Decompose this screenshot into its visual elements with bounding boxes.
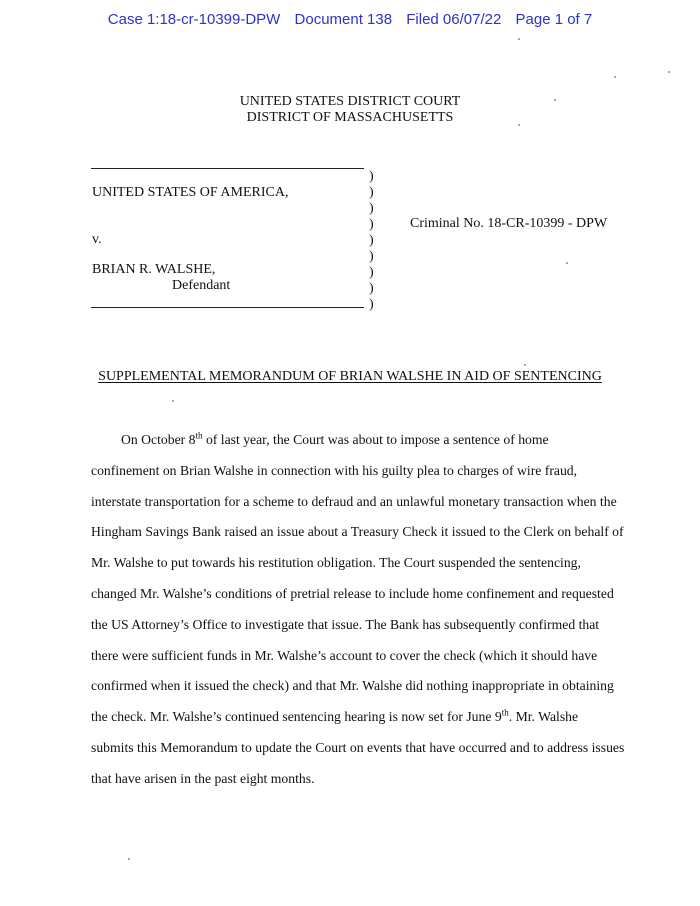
- court-district: DISTRICT OF MASSACHUSETTS: [246, 110, 454, 125]
- body-line: [91, 703, 611, 734]
- body-line: [91, 426, 611, 457]
- body-line: interstate transportation for a scheme to defraud and an unlawful monetary transaction when the: [91, 493, 617, 509]
- caption-bottom-rule: [91, 307, 364, 308]
- caption-paren: ): [369, 185, 374, 200]
- caption-paren: ): [369, 217, 374, 232]
- body-line: confinement on Brian Walshe in connection with his guilty plea to charges of wire fraud,: [91, 462, 578, 478]
- caption-paren: ): [369, 169, 374, 184]
- body-text-segment: the check. Mr. Walshe’s continued sentencing hearing is now set for June 9: [91, 709, 502, 725]
- body-line: changed Mr. Walshe’s conditions of pretrial release to include home confinement and requested: [91, 585, 614, 601]
- ordinal-superscript: th: [195, 430, 203, 441]
- body-line: submits this Memorandum to update the Court on events that have occurred and to address issues: [91, 739, 625, 755]
- plaintiff-name: UNITED STATES OF AMERICA,: [92, 185, 289, 200]
- body-line: that have arisen in the past eight months.: [91, 770, 315, 786]
- body-line: there were sufficient funds in Mr. Walshe’s account to cover the check (which it should have: [91, 647, 598, 663]
- body-line: confirmed when it issued the check) and that Mr. Walshe did nothing inappropriate in obtaining: [91, 678, 614, 694]
- caption-paren: ): [369, 297, 374, 312]
- court-heading: [0, 94, 700, 126]
- document-title: SUPPLEMENTAL MEMORANDUM OF BRIAN WALSHE IN AID OF SENTENCING: [98, 369, 602, 384]
- caption-paren: ): [369, 249, 374, 264]
- scan-speck: [172, 400, 174, 402]
- caption-paren: ): [369, 201, 374, 216]
- caption-paren: ): [369, 265, 374, 280]
- filed-date-stamp: Filed 06/07/22: [406, 11, 502, 28]
- ecf-filing-header: [0, 11, 700, 28]
- scan-speck: [128, 858, 130, 860]
- scan-speck: [614, 76, 616, 78]
- caption-parenthesis-column: [369, 169, 374, 313]
- versus-label: v.: [92, 232, 102, 247]
- scan-speck: [554, 99, 556, 101]
- body-line: the US Attorney’s Office to investigate that issue. The Bank has subsequently confirmed that: [91, 616, 600, 632]
- defendant-role: Defendant: [172, 278, 231, 293]
- ordinal-superscript: th: [501, 707, 509, 718]
- caption-top-rule: [91, 168, 364, 169]
- memorandum-body: [91, 426, 625, 796]
- defendant-name: BRIAN R. WALSHE,: [92, 262, 216, 277]
- page-number-stamp: Page 1 of 7: [515, 11, 593, 28]
- scan-speck: [566, 262, 568, 264]
- caption-paren: ): [369, 281, 374, 296]
- body-text-segment: of last year, the Court was about to impose a sentence of home: [202, 432, 549, 447]
- scan-speck: [524, 364, 526, 366]
- body-text-segment: On October 8: [121, 432, 196, 447]
- criminal-case-number: Criminal No. 18-CR-10399 - DPW: [410, 216, 608, 231]
- body-text-segment: . Mr. Walshe: [508, 709, 579, 725]
- body-line: Mr. Walshe to put towards his restitution obligation. The Court suspended the sentencing,: [91, 555, 581, 571]
- case-number-stamp: Case 1:18-cr-10399-DPW: [107, 11, 281, 28]
- body-line: Hingham Savings Bank raised an issue about a Treasury Check it issued to the Clerk on behalf of: [91, 524, 624, 540]
- document-number-stamp: Document 138: [294, 11, 393, 28]
- scan-speck: [518, 38, 520, 40]
- court-name: UNITED STATES DISTRICT COURT: [239, 94, 461, 109]
- scan-speck: [518, 124, 520, 126]
- scan-speck: [668, 71, 670, 73]
- caption-paren: ): [369, 233, 374, 248]
